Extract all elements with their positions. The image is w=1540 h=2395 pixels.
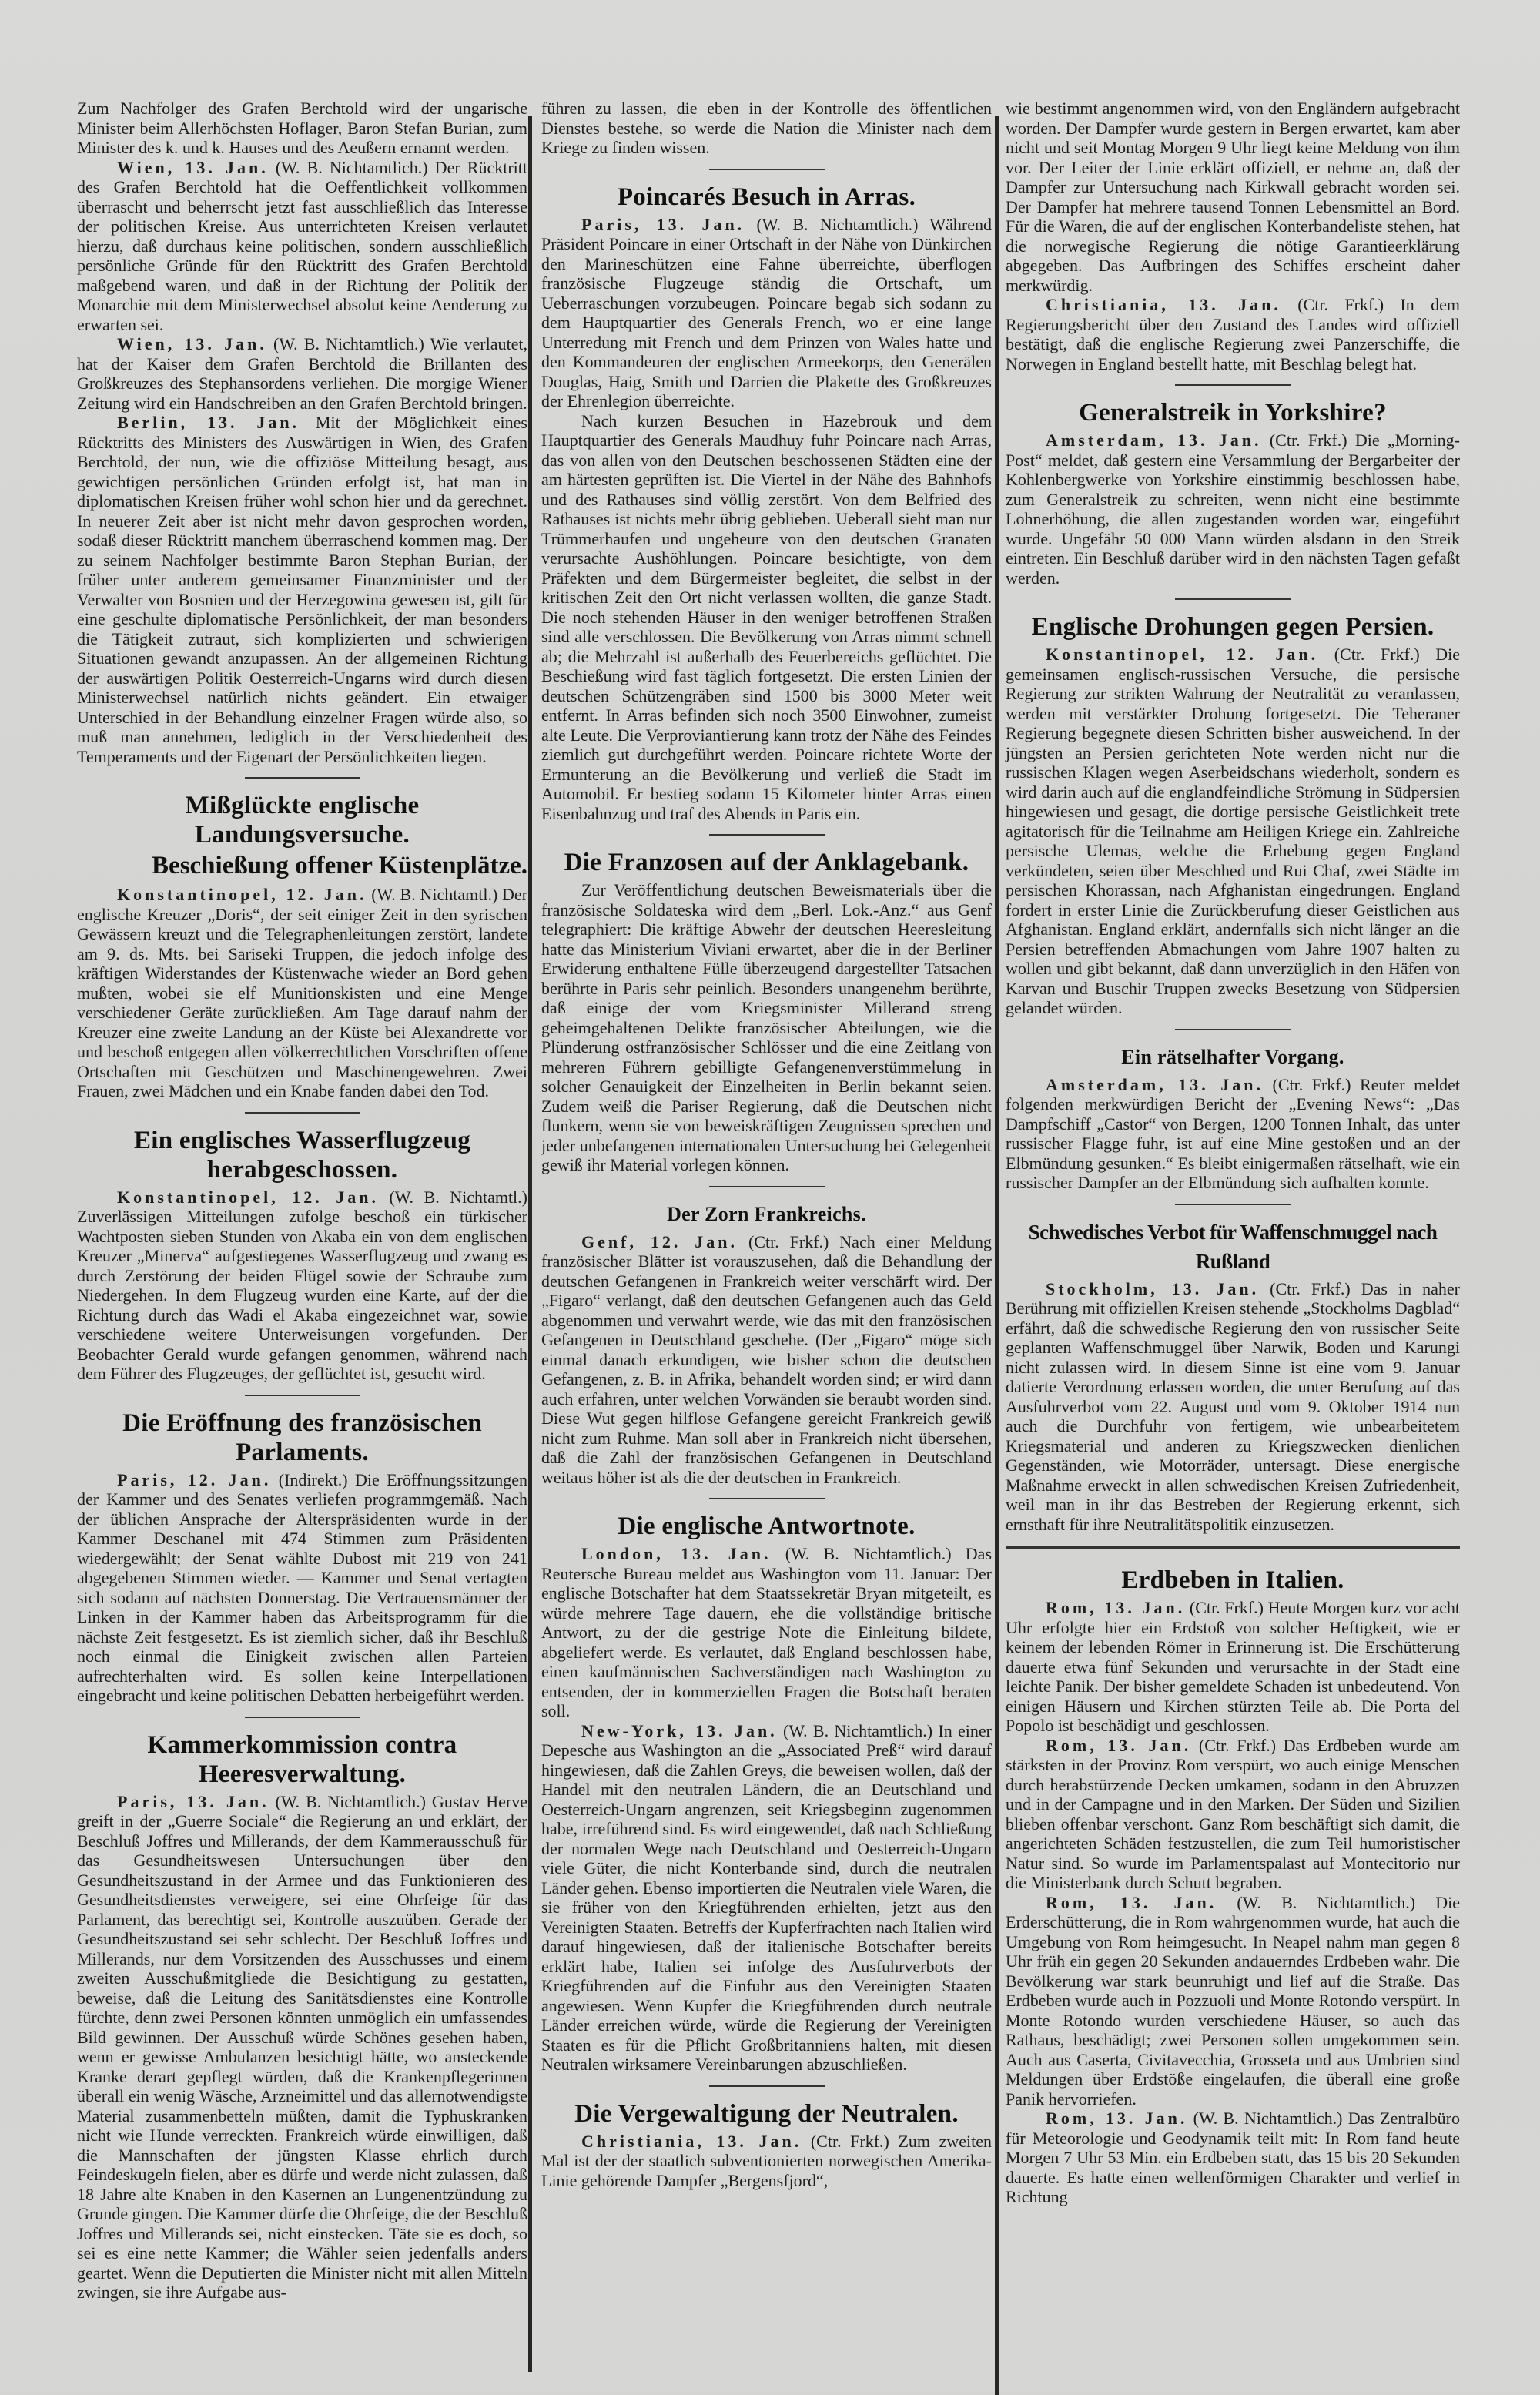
dateline: Christiania, 13. Jan.: [1046, 295, 1281, 314]
paragraph: [1006, 1736, 1460, 1893]
article: [77, 1126, 527, 1384]
article-separator: [1175, 1029, 1291, 1030]
dateline: Paris, 13. Jan.: [581, 214, 745, 234]
paragraph-text: (W. B. Nichtamtl.) Zuverlässigen Mitteilungen zufolge beschoß ein türkischer Wachtposten sieben Stunden von Akaba ein von dem englischen Kreuzer „Minerva“ aufgestiegenes Wasserflugzeug und zwang es durch Zerstörung der beiden Flügel sowie der Schraube zum Niedergehen. In dem Flugzeug wurden eine Karte, auf der die Richtung durch das Wadi el Akaba eingezeichnet war, sowie verschiedene weitere Unterweisungen vorgefunden. Der Beobachter Gerald wurde gefangen genommen, während nach dem Führer des Flugzeuges, der geflüchtet ist, gesucht wird.: [77, 1187, 527, 1383]
headline: Die Franzosen auf der Anklagebank.: [564, 849, 969, 876]
paragraph: [541, 215, 992, 411]
dateline: Genf, 12. Jan.: [581, 1231, 738, 1251]
paragraph-text: (Ctr. Frkf.) Das Erdbeben wurde am stärksten in der Provinz Rom verspürt, wo auch einige Menschen durch herabstürzende Decken umkamen, sodann in den Abruzzen und in der Campagne und in den Marken. Der Süden und Sizilien blieben offenbar verschont. Ganz Rom beschäftigt sich damit, die angerichteten Schäden festzustellen, die zum Teil humoristischer Natur sind. So wurde im Parlamentspalast auf Montecitorio nur die Ministerbank durch Schutt begraben.: [1006, 1735, 1460, 1892]
headline: Die Vergewaltigung der Neutralen.: [574, 2099, 959, 2128]
dateline: Konstantinopel, 12. Jan.: [1046, 645, 1319, 664]
paragraph-text: (Indirekt.) Die Eröffnungssitzungen der Kammer und des Senates verliefen programmgemäß. Nach der üblichen Ansprache der Alterspräsidenten wurde in der Kammer Deschanel mit 474 Stimmen zum Präsidenten wiedergewählt; der Senat wählte Dubost mit 219 von 241 abgegebenen Stimmen wieder. — Kammer und Senat vertagten sich sodann auf nächsten Donnerstag. Die Vertrauensmänner der Linken in der Kammer haben das Arbeitsprogramm für die nächste Zeit festgesetzt. Es ist ziemlich sicher, daß ihr Beschluß noch einmal die Einigkeit zwischen allen Parteien aufrechterhalten wird. Es sollen keine Interpellationen eingebracht und keine politischen Debatten herbeigeführt werden.: [77, 1469, 527, 1705]
article: [541, 183, 992, 824]
article-separator: [245, 777, 360, 779]
headline: Die Eröffnung des französischen Parlaments.: [122, 1409, 482, 1466]
headline: Generalstreik in Yorkshire?: [1079, 399, 1387, 427]
paragraph: [77, 1792, 527, 2303]
dateline: Paris, 12. Jan.: [117, 1469, 272, 1489]
dateline: Rom, 13. Jan.: [1046, 1892, 1217, 1912]
article-separator: [1175, 384, 1291, 386]
paragraph: [1006, 1598, 1460, 1736]
paragraph: [77, 99, 527, 158]
dateline: London, 13. Jan.: [581, 1544, 772, 1563]
headline: Poincarés Besuch in Arras.: [617, 183, 916, 211]
headline: Ein englisches Wasserflugzeug herabgeschossen.: [133, 1126, 471, 1184]
dateline: Rom, 13. Jan.: [1046, 2109, 1188, 2128]
paragraph-text: (W. B. Nichtamtlich.) Gustav Herve greift in der „Guerre Sociale“ die Regierung an und erklärt, der Beschluß Joffres und Millerands, der dem Kammerausschuß für das Gesundheitswesen Untersuchungen über den Gesundheitszustand in der Armee und das Funktionieren des Gesundheitsdienstes verweigere, sei eine Ohrfeige für das Parlament, das berechtigt sei, Kontrolle auszuüben. Gerade der Gesundheitszustand sei sehr schlecht. Der Beschluß Joffres und Millerands, nur dem Vorsitzenden des Ausschusses und einem zweiten Ausschußmitgliede die Besichtigung zu gestatten, beweise, daß die Leitung des Sanitätsdienstes eine Kontrolle fürchte, denn zwei Personen könnten unmöglich ein umfassendes Bild gewinnen. Der Ausschuß würde Schönes gesehen haben, wenn er gewisse Ambulanzen besichtigt hätte, wo ansteckende Kranke derart gepflegt würden, daß die Krankenpflegerinnen überall ein wenig Wäsche, Arzneimittel und das allernotwendigste Material zusammenbetteln müßten, damit die Typhuskranken nicht wie Hunde verreckten. Frankreich würde einwilligen, daß die Mannschaften der jüngsten Klasse ehrlich durch Feindeskugeln fielen, aber es dürfe und werde nicht zulassen, daß 18 Jahre alte Knaben in den Kasernen an Lungenentzündung zu Grunde gingen. Die Kammer dürfe die Ohrfeige, die der Beschluß Joffres und Millerands sei, nicht einstecken. Täte sie es doch, so sei es eine nette Kammer; die Wähler seien jedenfalls anders geartet. Wenn die Deputierten die Minister nicht mit allen Mitteln zwingen, sie ihre Aufgabe aus-: [77, 1791, 527, 2302]
dateline: Amsterdam, 13. Jan.: [1046, 1074, 1264, 1094]
dateline: Konstantinopel, 12. Jan.: [117, 885, 367, 904]
dateline: New-York, 13. Jan.: [581, 1720, 778, 1740]
article-separator: [709, 2085, 825, 2087]
dateline: Rom, 13. Jan.: [1046, 1598, 1186, 1617]
dateline: Paris, 13. Jan.: [117, 1791, 270, 1811]
dateline: Berlin, 13. Jan.: [117, 413, 300, 432]
paragraph: [541, 1721, 992, 2075]
headline: Ein rätselhafter Vorgang.: [1121, 1045, 1344, 1068]
article-separator: [245, 1395, 360, 1396]
article-separator: [1006, 1546, 1460, 1549]
paragraph-text: (Ctr. Frkf.) Die gemeinsamen englisch-russischen Versuche, die persische Regierung zur strikten Wahrung der Neutralität zu veranlassen, werden mit verstärkter Drohung fortgesetzt. Die Teheraner Regierung begegnete diesen Schritten bisher ausweichend. In der jüngsten an Persien gerichteten Note werden nicht nur die russischen Klagen wegen Aserbeidschans wiederholt, sondern es wird darin auch auf die englandfeindliche Strömung in Südpersien hingewiesen und gesagt, die dortige persische Geistlichkeit trete agitatorisch für die Teilnahme am Heiligen Kriege ein. Zahlreiche persische Ulemas, welche die Erhebung gegen England verkündeten, seien über Meschhed und Rui Chaf, zwei Städte im persischen Khorassan, nach Afghanistan eingedrungen. England fordert in erster Linie die Zurückberufung dieser Geistlichen aus Afghanistan. England erklärt, andernfalls sich nicht länger an die Persien betreffenden Abmachungen vom Jahre 1907 halten zu wollen und gibt bekannt, daß dann unverzüglich in den Häfen von Karvan und Buschir Truppen zwecks Besetzung von Südpersien gelandet würden.: [1006, 645, 1461, 1017]
paragraph: [77, 1187, 527, 1384]
paragraph-text: (Ctr. Frkf.) Zum zweiten Mal ist der der staatlich subventionierten norwegischen Amerika-Linie gehörende Dampfer „Bergensfjord“,: [541, 2131, 992, 2190]
paragraph-text: (Ctr. Frkf.) Reuter meldet folgenden merkwürdigen Bericht der „Evening News“: „Das Dampfschiff „Castor“ von Bergen, 1200 Tonnen Inhalt, das unter russischer Flagge fuhr, ist auf eine Mine gestoßen und an der Elbmündung gesunken.“ Es bleibt einigermaßen rätselhaft, wie ein russischer Dampfer an der Elbmündung sich aufhalten konnte.: [1006, 1074, 1461, 1192]
paragraph: [77, 1470, 527, 1706]
paragraph: [1006, 1279, 1460, 1535]
paragraph: [77, 413, 527, 766]
paragraph-text: (Ctr. Frkf.) Die „Morning-Post“ meldet, daß gestern eine Versammlung der Bergarbeiter der Kohlenbergwerke von Yorkshire einstimmig beschlossen habe, zum Generalstreik zu schreiten, wenn nicht eine bestimmte Lohnerhöhung, die allen zugestanden worden war, eingeführt wurde. Ungefähr 50 000 Mann würden alsdann in den Streik eintreten. Ein Beschluß darüber wird in den nächsten Tagen gefaßt werden.: [1006, 430, 1461, 588]
paragraph-text: (W. B. Nichtamtlich.) Das Zentralbüro für Meteorologie und Geodynamik teilt mit: In Rom fand heute Morgen 7 Uhr 53 Min. ein Erdbeben statt, das 15 bis 20 Sekunden dauerte. Es hatte einen wellenförmigen Charakter und verlief in Richtung: [1006, 2109, 1461, 2206]
dateline: Konstantinopel, 12. Jan.: [117, 1187, 379, 1207]
paragraph: [1006, 99, 1460, 295]
paragraph-text: (W. B. Nichtamtlich.) Während Präsident Poincare in einer Ortschaft in der Nähe von Dünkirchen den Marineschützen eine Fahne überreichte, überflogen französische Flugzeuge ständig die Ortschaft, um Ueberraschungen vorzubeugen. Poincare begab sich sodann zu dem Hauptquartier des Generals French, wo er eine lange Unterredung mit French und dem Prinzen von Wales hatte und den Kommandeuren der englischen Armeekorps, den Generälen Douglas, Haig, Smith und Darrien die Plakette des Großkreuzes der Ehrenlegion überreichte.: [541, 214, 992, 410]
paragraph: [541, 1544, 992, 1721]
dateline: Stockholm, 13. Jan.: [1046, 1278, 1260, 1298]
dateline: Wien, 13. Jan.: [117, 157, 269, 177]
paragraph: [77, 158, 527, 335]
paragraph: [77, 334, 527, 413]
article: [77, 1409, 527, 1706]
article: [1006, 1218, 1460, 1535]
paragraph: [541, 411, 992, 824]
paragraph-text: (W. B. Nichtamtl.) Der englische Kreuzer „Doris“, der seit einiger Zeit in den syrischen Gewässern kreuzt und die Telegraphenleitungen zerstört, landete am 9. ds. Mts. bei Sariseki Truppen, die jedoch infolge des kräftigen Widerstandes der Küstenwache wieder an Bord gehen mußten, wobei sie elf Munitionskisten und eine Menge verschiedener Geräte zurückließen. Am Tage darauf nahm der Kreuzer eine zweite Landung an der Küste bei Alexandrette vor und beschoß entgegen allen völkerrechtlichen Vorschriften offene Ortschaften mit Geschützen und Maschinengewehren. Zwei Frauen, zwei Mädchen und ein Knabe fanden dabei den Tod.: [77, 885, 527, 1100]
paragraph-text: wie bestimmt angenommen wird, von den Engländern aufgebracht worden. Der Dampfer wurde gestern in Bergen erwartet, kam aber nicht und seit Montag Morgen 9 Uhr liegt keine Meldung von ihm vor. Der Leiter der Linie erklärt offiziell, er nehme an, daß der Dampfer zur Untersuchung nach Kirkwall gebracht worden sei. Der Dampfer hat mehrere tausend Tonnen Lebensmittel an Bord. Für die Waren, die auf der englischen Konterbandeliste stehen, hat die norwegische Regierung die nötige Garantieerklärung abgegeben. Das Aufbringen des Schiffes erscheint daher merkwürdig.: [1006, 99, 1460, 295]
headline: Erdbeben in Italien.: [1121, 1566, 1344, 1594]
headline: Mißglückte englische Landungsversuche.: [185, 792, 420, 849]
article-separator: [709, 1186, 825, 1187]
paragraph-text: (Ctr. Frkf.) Heute Morgen kurz vor acht Uhr erfolgte hier ein Erdstoß von solcher Heftigkeit, wie er keinem der lebenden Römer in Erinnerung ist. Die Erschütterung dauerte etwa fünf Sekunden und verursachte in der Stadt eine leichte Panik. Der bisher gemeldete Schaden ist unbedeutend. Von einigen Häusern und Kirchen stürzten Teile ab. Die Porta del Popolo ist beschädigt und geschlossen.: [1006, 1598, 1460, 1735]
paragraph: [541, 2132, 992, 2191]
column-divider: [995, 116, 999, 2395]
article: [77, 1730, 527, 2303]
article: [541, 2099, 992, 2191]
paragraph: [77, 885, 527, 1101]
paragraph-text: Zum Nachfolger des Grafen Berchtold wird der ungarische Minister beim Allerhöchsten Hoflager, Baron Stefan Burian, zum Minister des k. und k. Hauses und des Aeußern ernannt werden.: [77, 99, 527, 157]
column-middle: [541, 99, 992, 2190]
subheadline: Beschießung offener Küstenplätze.: [152, 852, 527, 879]
paragraph-text: Nach kurzen Besuchen in Hazebrouk und dem Hauptquartier des Generals Maudhuy fuhr Poincare nach Arras, das von allen von den Deutschen beschossenen Städten eine der am härtesten geprüften ist. Die Viertel in der Nähe des Bahnhofs und des Rathauses sind völlig zerstört. Von dem Belfried des Rathauses ist nichts mehr übrig geblieben. Ueberall sieht man nur Trümmerhaufen und ungeheure von den deutschen Granaten verursachte Aushöhlungen. Poincare besichtigte, von dem Präfekten und dem Bürgermeister begleitet, die selbst in der kritischen Zeit den Ort nicht verlassen wollten, die ganze Stadt. Die noch stehenden Häuser in den weniger betroffenen Straßen sind alle verschlossen. Die Bevölkerung von Arras nimmt schnell ab; die Mehrzahl ist außerhalb des Feuerbereichs geflüchtet. Die Beschießung wird fast täglich fortgesetzt. Die ersten Linien der deutschen Schützengräben sind 1500 bis 3000 Meter weit entfernt. In Arras befinden sich noch 3500 Einwohner, zumeist alte Leute. Die Verproviantierung kann trotz der Nähe des Feindes ziemlich gut durchgeführt werden. Poincare richtete Worte der Ermunterung an die Bevölkerung und verließ die Stadt im Automobil. Er bestieg sodann 15 Kilometer hinter Arras einen Eisenbahnzug und traf des Abends in Paris ein.: [541, 410, 992, 823]
headline: Der Zorn Frankreichs.: [667, 1202, 866, 1225]
article: [1006, 1566, 1460, 2207]
article-continuation: [1006, 99, 1460, 373]
article-separator: [709, 834, 825, 836]
headline: Kammerkommission contra Heeresverwaltung.: [147, 1730, 457, 1788]
paragraph: [1006, 430, 1460, 588]
article: [1006, 612, 1460, 1018]
article: [541, 1200, 992, 1488]
article: [541, 1512, 992, 2075]
paragraph-text: führen zu lassen, die eben in der Kontrolle des öffentlichen Dienstes bestehe, so werde die Nation die Minister nach dem Kriege zu finden wissen.: [541, 99, 992, 157]
article: [77, 791, 527, 1101]
article: [1006, 1043, 1460, 1193]
dateline: Wien, 13. Jan.: [117, 334, 267, 353]
dateline: Amsterdam, 13. Jan.: [1046, 430, 1262, 450]
article: [541, 848, 992, 1175]
headline: Die englische Antwortnote.: [618, 1512, 916, 1540]
column-divider: [528, 116, 532, 2372]
paragraph-text: (Ctr. Frkf.) In dem Regierungsbericht über den Zustand des Landes wird offiziell bestätigt, daß die englische Regierung zwei Panzerschiffe, die Norwegen in England bestellt hatte, mit Beschlag belegt hat.: [1006, 295, 1460, 373]
paragraph-text: (Ctr. Frkf.) Nach einer Meldung französischer Blätter ist vorauszusehen, daß die Behandlung der deutschen Gefangenen in Frankreich weiter verschärft wird. Der „Figaro“ verlangt, daß den deutschen Gefangenen auch das Geld abgenommen und verwahrt werde, wie das mit den französischen Gefangenen in Deutschland geschehe. (Der „Figaro“ möge sich einmal danach erkundigen, wie bisher schon die deutschen Gefangenen, z. B. in Afrika, behandelt worden sind; er wird dann auch erfahren, unter welchen Vorwänden sie beraubt worden sind. Diese Wut gegen hilflose Gefangene gereicht Frankreich gewiß nicht zum Ruhme. Man soll aber in Frankreich nicht übersehen, daß die Zahl der französischen Gefangenen in Deutschland weitaus höher ist als die der deutschen in Frankreich.: [541, 1231, 992, 1487]
paragraph: [1006, 645, 1460, 1018]
article-separator: [1175, 1204, 1291, 1205]
paragraph-text: Mit der Möglichkeit eines Rücktritts des Ministers des Auswärtigen in Wien, des Grafen Berchtold, der nun, wie die offiziöse Mitteilung besagt, aus gewichtigen persönlichen Gründen erfolgt ist, hat man in diplomatischen Kreisen früher wohl schon hier und da gerechnet. In neuerer Zeit aber ist nicht mehr davon gesprochen worden, sodaß dieser Rücktritt manchem überraschend kommen mag. Der zu seinem Nachfolger bestimmte Baron Stephan Burian, der früher unter anderem gemeinsamer Finanzminister und der Verwalter von Bosnien und der Herzegowina gewesen ist, gilt für eine geschulte diplomatische Persönlichkeit, der man besonders die Tätigkeit zutraut, sich komplizierten und schwierigen Situationen gewandt anzupassen. An der allgemeinen Richtung der auswärtigen Politik Oesterreich-Ungarns wird durch diesen Ministerwechsel natürlich nichts geändert. Ein etwaiger Unterschied in der Behandlung einzelner Fragen würde also, so muß man annehmen, lediglich in der Verschiedenheit des Temperaments und der Eigenart der Persönlichkeiten liegen.: [77, 413, 527, 766]
paragraph-text: Zur Veröffentlichung deutschen Beweismaterials über die französische Soldateska wird dem „Berl. Lok.-Anz.“ aus Genf telegraphiert: Die kräftige Abwehr der deutschen Heeresleitung hatte das Ministerium Viviani erwartet, aber die in der Berliner Erwiderung enthaltene Fülle überzeugend dargestellter Tatsachen berührte in Paris sehr peinlich. Besonders unangenehm berührte, daß einige der vom Kriegsminister Millerand streng geheimgehaltenen Delikte französischer Abteilungen, wie die Plünderung ostfranzösischer Schlösser und die eine Zeitlang von mehreren Führern gebilligte Gefangenenverstümmelung in solcher Genauigkeit der Einzelheiten in Berlin bekannt seien. Zudem weiß die Pariser Regierung, daß die Deutschen nicht flunkern, wenn sie von beweiskräftigen Zeugnissen sprechen und jeder unbefangenen internationalen Untersuchung bei Gelegenheit gewiß ihr Material vorlegen können.: [541, 880, 992, 1174]
paragraph-text: (W. B. Nichtamtlich.) Der Rücktritt des Grafen Berchtold hat die Oeffentlichkeit vollkommen überrascht und beherrscht jetzt fast ausschließlich das Interesse der politischen Kreise. Aus unterrichteten Kreisen verlautet hierzu, daß durchaus keine politischen, sondern ausschließlich persönliche Gründe für den Rücktritt des Grafen Berchtold maßgebend waren, und daß in der Richtung der Politik der Monarchie mit dem Ministerwechsel absolut keine Aenderung zu erwarten sei.: [77, 157, 528, 334]
paragraph-text: (W. B. Nichtamtlich.) In einer Depesche aus Washington an die „Associated Preß“ wird darauf hingewiesen, daß die Zahlen Greys, die beweisen wollen, daß der Handel mit den neutralen Ländern, die an Deutschland und Oesterreich-Ungarn angrenzen, seit Kriegsbeginn zugenommen habe, irreführend sind. Es wird eingewendet, daß nach Schließung der normalen Wege nach Deutschland und Oesterreich-Ungarn viele Güter, die nicht Konterbande sind, durch die neutralen Länder gehen. Ebenso importierten die Neutralen viele Waren, die sie früher von den Kriegführenden erhielten, jetzt aus den Vereinigten Staaten. Betreffs der Kupferfrachten nach Italien wird darauf hingewiesen, daß der italienische Botschafter bereits erklärt habe, Italien sei infolge des Ausfuhrverbots der Kriegführenden auf die Einfuhr aus den Vereinigten Staaten angewiesen. Wenn Kupfer die Kriegführenden durch neutrale Länder erreichen würde, würde die Regierung der Vereinigten Staaten es für die Pflicht Großbritanniens halten, mit diesen Neutralen wirksamere Vereinbarungen abzuschließen.: [541, 1720, 992, 2074]
paragraph-text: (W. B. Nichtamtlich.) Das Reutersche Bureau meldet aus Washington vom 11. Januar: Der englische Botschafter hat dem Staatssekretär Bryan mitgeteilt, es würde mehrere Tage dauern, ehe die vollständige britische Antwort, zu der die gestrige Note die Einleitung bildete, abgeliefert werde. Es verlautet, daß England beschlossen habe, einen kaufmännischen Sachverständigen nach Washington zu entsenden, der in kommerziellen Fragen die Botschaft beraten soll.: [541, 1544, 993, 1720]
paragraph: [1006, 1075, 1460, 1193]
paragraph: [541, 1232, 992, 1488]
paragraph-text: (W. B. Nichtamtlich.) Die Erderschütterung, die in Rom wahrgenommen wurde, hat auch die Umgebung von Rom heimgesucht. In Neapel nahm man gegen 8 Uhr früh ein gegen 20 Sekunden andauerndes Erdbeben wahr. Die Bevölkerung war stark beunruhigt und lief auf die Straße. Das Erdbeben wurde auch in Pozzuoli und Monte Rotondo verspürt. In Monte Rotondo wurden verschiedene Häuser, so auch das Rathaus, beschädigt; zwei Personen sollen umgekommen sein. Auch aus Caserta, Civitavecchia, Grosseta und aus Umbrien sind Meldungen über Erdstöße eingelaufen, die überall eine große Panik hervorriefen.: [1006, 1892, 1460, 2109]
article-separator: [709, 169, 825, 170]
article-continuation: [77, 99, 527, 766]
paragraph: [1006, 1893, 1460, 2109]
paragraph: [1006, 295, 1460, 373]
paragraph: [541, 99, 992, 158]
headline: Englische Drohungen gegen Persien.: [1031, 613, 1435, 641]
dateline: Christiania, 13. Jan.: [581, 2131, 802, 2151]
paragraph: [1006, 2109, 1460, 2207]
article-separator: [245, 1717, 360, 1718]
column-left: [77, 99, 527, 2303]
paragraph-text: (Ctr. Frkf.) Das in naher Berührung mit offiziellen Kreisen stehende „Stockholms Dagblad“ erfährt, daß die schwedische Regierung den von russischer Seite geplanten Waffenschmuggel über Narwik, Boden und Karungi nicht zulassen wird. In diesem Sinne ist eine vom 9. Januar datierte Verordnung erlassen worden, die unter Berufung auf das Ausfuhrverbot vom 22. August und vom 9. Oktober 1914 nun auch die Durchfuhr von fertigem, wie unbearbeitetem Kriegsmaterial und anderen zu Kriegszwecken dienlichen Gegenständen, wie Motorräder, untersagt. Diese energische Maßnahme erweckt in allen schwedischen Kreisen Zufriedenheit, weil man in ihr das Bestreben der Regierung erkennt, sich ernsthaft für ihre Neutralitätspolitik einzusetzen.: [1006, 1278, 1460, 1534]
column-right: [1006, 99, 1460, 2207]
article-separator: [245, 1112, 360, 1114]
dateline: Rom, 13. Jan.: [1046, 1735, 1192, 1755]
article: [1006, 398, 1460, 588]
article-continuation: [541, 99, 992, 158]
paragraph-text: (W. B. Nichtamtlich.) Wie verlautet, hat der Kaiser dem Grafen Berchtold die Brillanten des Großkreuzes des Stephansordens verliehen. Die morgige Wiener Zeitung wird ein Handschreiben an den Grafen Berchtold bringen.: [77, 334, 528, 413]
article-separator: [709, 1498, 825, 1499]
article-separator: [1175, 598, 1291, 600]
headline: Schwedisches Verbot für Waffenschmuggel nach Rußland: [1028, 1220, 1438, 1273]
paragraph: [541, 880, 992, 1175]
